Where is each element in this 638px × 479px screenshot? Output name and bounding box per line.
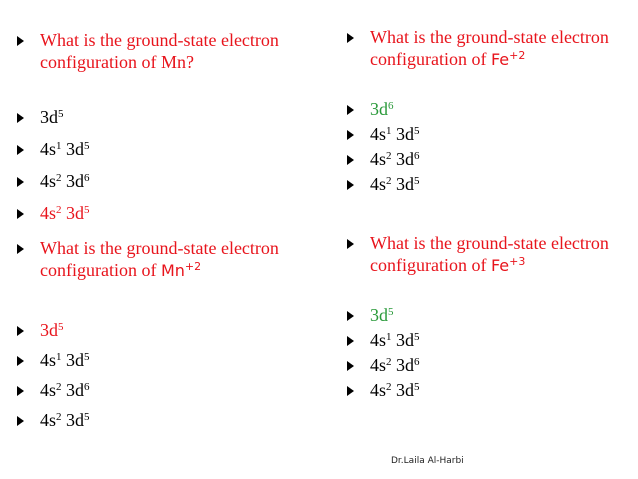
ion-charge: +2 (509, 49, 526, 62)
ion-charge: +3 (509, 255, 526, 268)
question-block-mn (0, 29, 310, 224)
bullet-icon (17, 209, 24, 219)
option-item-correct: $3d^5$ (0, 319, 310, 341)
bullet-icon (347, 105, 354, 115)
footer-author: Dr.Laila Al-Harbi (391, 456, 464, 466)
bullet-icon (17, 356, 24, 366)
bullet-icon (347, 239, 354, 249)
question-block-fe3 (330, 232, 630, 401)
question-fe3 (330, 232, 630, 298)
option-item: $4s^1$ $3d^5$ (0, 349, 310, 371)
bullet-icon (347, 130, 354, 140)
option-item: $4s^2$ $3d^6$ (0, 170, 310, 192)
option-item-correct: $4s^2$ $3d^5$ (0, 202, 310, 224)
bullet-icon (347, 155, 354, 165)
option-item: $4s^2$ $3d^5$ (0, 409, 310, 431)
option-item: $4s^2$ $3d^6$ (330, 354, 630, 376)
question-text: What is the ground-state electron configuration of (370, 27, 609, 69)
bullet-icon (17, 177, 24, 187)
bullet-icon (347, 33, 354, 43)
ion-symbol: Fe (490, 50, 510, 69)
question-block-mn2 (0, 237, 310, 431)
option-item: $4s^2$ $3d^6$ (330, 148, 630, 170)
question-text: What is the ground-state electron configuration of (370, 233, 609, 275)
bullet-icon (17, 416, 24, 426)
bullet-icon (347, 386, 354, 396)
bullet-icon (17, 386, 24, 396)
bullet-icon (347, 336, 354, 346)
option-item: $4s^2$ $3d^5$ (330, 379, 630, 401)
bullet-icon (17, 145, 24, 155)
option-item: $4s^1$ $3d^5$ (330, 329, 630, 351)
option-item: $3d^5$ (0, 106, 310, 128)
option-item: $4s^2$ $3d^5$ (330, 173, 630, 195)
question-mn2 (0, 237, 310, 303)
bullet-icon (17, 326, 24, 336)
question-block-fe2 (330, 26, 630, 195)
option-item-correct: $3d^5$ (330, 304, 630, 326)
bullet-icon (347, 180, 354, 190)
question-text: What is the ground-state electron configuration of (40, 238, 279, 280)
question-mn (0, 29, 310, 100)
bullet-icon (17, 113, 24, 123)
option-item: $4s^1$ $3d^5$ (0, 138, 310, 160)
bullet-icon (17, 36, 24, 46)
question-text: What is the ground-state electron configuration of Mn? (40, 30, 279, 72)
option-item: $4s^1$ $3d^5$ (330, 123, 630, 145)
ion-symbol: Mn (160, 261, 185, 280)
question-fe2 (330, 26, 630, 92)
option-item: $4s^2$ $3d^6$ (0, 379, 310, 401)
ion-charge: +2 (184, 260, 202, 273)
bullet-icon (347, 361, 354, 371)
option-item-correct: $3d^6$ (330, 98, 630, 120)
ion-symbol: Fe (490, 256, 510, 275)
bullet-icon (347, 311, 354, 321)
bullet-icon (17, 244, 24, 254)
